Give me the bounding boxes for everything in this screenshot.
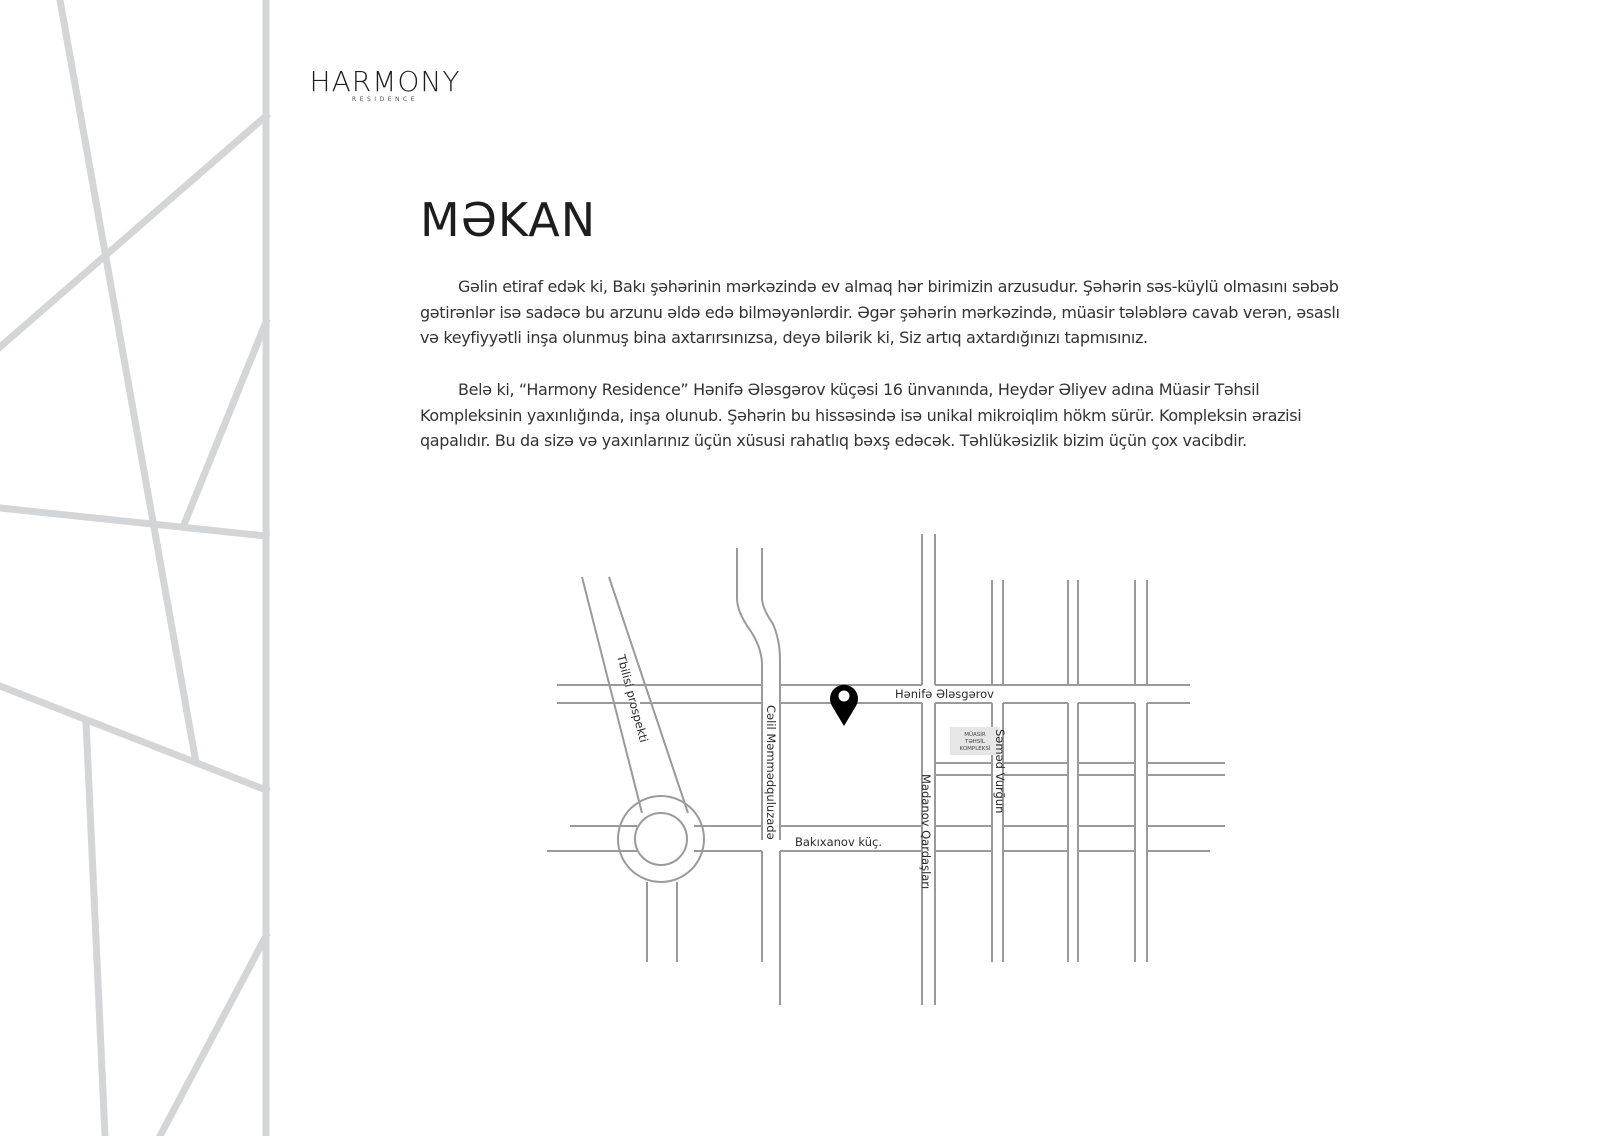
deco-line xyxy=(0,508,266,536)
school-label-line-2: TƏHSİL xyxy=(964,739,986,745)
brand-name: HARMONY xyxy=(309,65,461,98)
street-label-samed: Səməd Vurğun xyxy=(993,729,1007,814)
street-label-tbilisi: Tbilisi prospekti xyxy=(614,653,651,744)
deco-line xyxy=(0,116,266,347)
roundabout xyxy=(635,813,687,865)
deco-line xyxy=(183,322,266,527)
street-label-celil: Cəlil Məmmədquluzadə xyxy=(764,705,778,840)
location-map xyxy=(540,530,1230,1015)
road xyxy=(609,577,688,813)
deco-line xyxy=(0,686,266,790)
location-pin-icon xyxy=(830,685,858,726)
street-label-henife: Hənifə Ələsgərov xyxy=(895,687,994,701)
street-label-bakixanov: Bakıxanov küç. xyxy=(795,835,883,849)
school-label-line-1: MÜASİR xyxy=(964,732,986,738)
brand-subtitle: RESIDENCE xyxy=(352,96,418,103)
decorative-line-pattern xyxy=(0,0,275,1136)
map-roads xyxy=(547,534,1225,1005)
road xyxy=(737,548,762,962)
school-label-line-3: KOMPLEKSİ xyxy=(959,746,991,752)
location-paragraph: Belə ki, “Harmony Residence” Hənifə Ələsgərov küçəsi 16 ünvanında, Heydər Əliyev adına Müasir Təhsil Kompleksinin yaxınlığında, inşa olunub. Şəhərin bu hissəsində isə unikal mikroiqlim hökm sürür. Kompleksin ərazisi qapalıdır. Bu da sizə və yaxınlarınız üçün xüsusi rahatlıq bəxş edəcək. Təhlükəsizlik bizim üçün çox vacibdir. xyxy=(420,380,1302,450)
street-label-madanov: Madanov Qardaşları xyxy=(919,774,933,890)
deco-line xyxy=(86,721,105,1136)
page-title: MƏKAN xyxy=(420,193,597,247)
roundabout xyxy=(618,796,704,882)
brand-logo xyxy=(305,66,465,103)
intro-paragraph: Gəlin etiraf edək ki, Bakı şəhərinin mərkəzində ev almaq hər birimizin arzusudur. Şəhərin səs-küylü olmasını səbəb gətirənlər isə sadəcə bu arzunu əldə edə bilməyənlərdir. Əgər şəhərin mərkəzində, müasir tələblərə cavab verən, əsaslı və keyfiyyətli inşa olunmuş bina axtarırsınızsa, deyə bilərik ki, Siz artıq axtardığınızı tapmısınız. xyxy=(420,277,1340,347)
deco-line xyxy=(160,936,266,1136)
road xyxy=(647,882,677,962)
deco-line xyxy=(60,0,195,757)
